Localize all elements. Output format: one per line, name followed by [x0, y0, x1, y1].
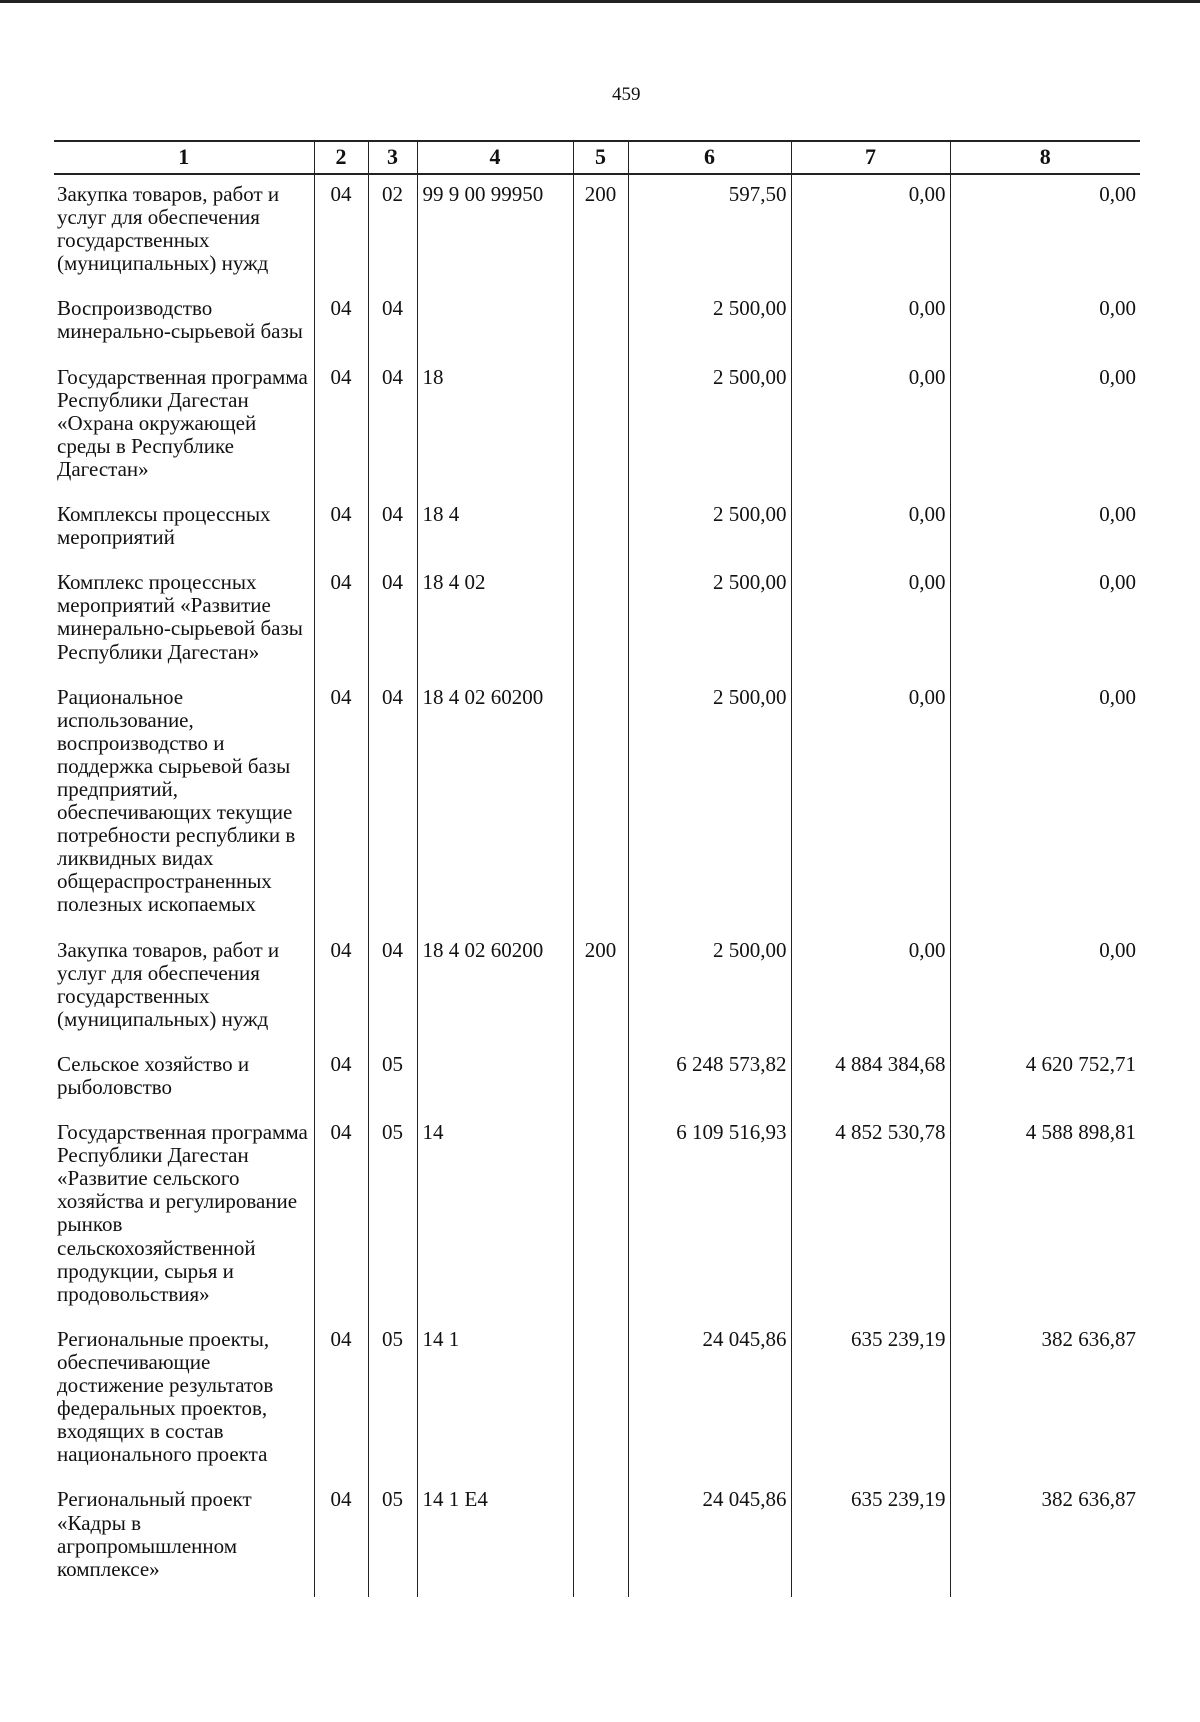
row-amount-2: 0,00: [791, 360, 950, 497]
row-subsection: 05: [368, 1322, 417, 1483]
row-section: 04: [314, 1047, 368, 1115]
row-amount-2: 0,00: [791, 565, 950, 679]
row-expense-type: [573, 291, 628, 359]
row-subsection: 04: [368, 680, 417, 933]
row-amount-2: 0,00: [791, 174, 950, 291]
row-amount-3: 4 620 752,71: [950, 1047, 1140, 1115]
header-col-1: 1: [54, 141, 314, 174]
row-amount-1: 2 500,00: [628, 680, 791, 933]
row-subsection: 05: [368, 1482, 417, 1596]
header-col-6: 6: [628, 141, 791, 174]
row-name: Закупка товаров, работ и услуг для обеспечения государственных (муниципальных) нужд: [57, 937, 280, 1031]
row-target-code: 18 4 02 60200: [417, 933, 573, 1047]
table-body: [54, 174, 1140, 1597]
row-expense-type: 200: [573, 174, 628, 291]
budget-table: [54, 140, 1140, 1597]
row-expense-type: 200: [573, 933, 628, 1047]
row-amount-1: 24 045,86: [628, 1482, 791, 1596]
row-name: Государственная программа Республики Дагестан «Развитие сельского хозяйства и регулирование рынков сельскохозяйственной продукции, сырья и продовольствия»: [57, 1120, 308, 1306]
row-target-code: 18 4 02 60200: [417, 680, 573, 933]
table-row: [54, 291, 1140, 359]
row-amount-1: 6 248 573,82: [628, 1047, 791, 1115]
row-name: Комплекс процессных мероприятий «Развитие минерально-сырьевой базы Республики Дагестан»: [57, 570, 303, 664]
header-col-5: 5: [573, 141, 628, 174]
row-section: 04: [314, 1322, 368, 1483]
table-row: [54, 1482, 1140, 1596]
row-amount-3: 382 636,87: [950, 1482, 1140, 1596]
row-target-code: 14: [417, 1115, 573, 1322]
row-target-code: [417, 1047, 573, 1115]
row-target-code: 18 4: [417, 497, 573, 565]
row-section: 04: [314, 933, 368, 1047]
row-amount-2: 0,00: [791, 497, 950, 565]
row-amount-3: 382 636,87: [950, 1322, 1140, 1483]
header-col-4: 4: [417, 141, 573, 174]
row-subsection: 04: [368, 497, 417, 565]
table-row: [54, 1115, 1140, 1322]
row-amount-1: 2 500,00: [628, 497, 791, 565]
row-amount-3: 0,00: [950, 933, 1140, 1047]
row-amount-3: 4 588 898,81: [950, 1115, 1140, 1322]
row-amount-1: 2 500,00: [628, 291, 791, 359]
budget-table-wrapper: [54, 140, 1140, 1597]
row-target-code: 14 1 Е4: [417, 1482, 573, 1596]
row-name: Региональный проект «Кадры в агропромышленном комплексе»: [57, 1487, 252, 1581]
row-amount-1: 2 500,00: [628, 360, 791, 497]
table-row: [54, 497, 1140, 565]
top-border-line: [0, 0, 1200, 3]
row-expense-type: [573, 1047, 628, 1115]
page-number: 459: [612, 84, 641, 105]
table-row: [54, 933, 1140, 1047]
row-expense-type: [573, 497, 628, 565]
row-subsection: 02: [368, 174, 417, 291]
row-section: 04: [314, 1482, 368, 1596]
row-amount-2: 0,00: [791, 933, 950, 1047]
row-subsection: 05: [368, 1115, 417, 1322]
row-expense-type: [573, 360, 628, 497]
row-section: 04: [314, 565, 368, 679]
row-amount-2: 4 852 530,78: [791, 1115, 950, 1322]
row-name: Комплексы процессных мероприятий: [57, 502, 271, 550]
row-name: Сельское хозяйство и рыболовство: [57, 1051, 250, 1099]
header-col-8: 8: [950, 141, 1140, 174]
row-section: 04: [314, 360, 368, 497]
row-amount-3: 0,00: [950, 497, 1140, 565]
row-section: 04: [314, 174, 368, 291]
row-amount-3: 0,00: [950, 291, 1140, 359]
row-subsection: 05: [368, 1047, 417, 1115]
row-target-code: 18: [417, 360, 573, 497]
row-target-code: 99 9 00 99950: [417, 174, 573, 291]
row-amount-1: 2 500,00: [628, 565, 791, 679]
row-amount-1: 24 045,86: [628, 1322, 791, 1483]
row-subsection: 04: [368, 933, 417, 1047]
table-header: [54, 141, 1140, 174]
row-amount-2: 635 239,19: [791, 1482, 950, 1596]
row-amount-1: 2 500,00: [628, 933, 791, 1047]
row-subsection: 04: [368, 360, 417, 497]
row-amount-2: 0,00: [791, 291, 950, 359]
row-section: 04: [314, 291, 368, 359]
row-amount-3: 0,00: [950, 565, 1140, 679]
row-amount-3: 0,00: [950, 360, 1140, 497]
row-amount-1: 597,50: [628, 174, 791, 291]
row-expense-type: [573, 1322, 628, 1483]
row-section: 04: [314, 680, 368, 933]
row-section: 04: [314, 497, 368, 565]
table-row: [54, 565, 1140, 679]
table-row: [54, 1322, 1140, 1483]
header-col-7: 7: [791, 141, 950, 174]
row-name: Воспроизводство минерально-сырьевой базы: [57, 296, 303, 344]
row-subsection: 04: [368, 291, 417, 359]
row-expense-type: [573, 680, 628, 933]
row-name: Государственная программа Республики Дагестан «Охрана окружающей среды в Республике Дагестан»: [57, 364, 308, 481]
header-col-3: 3: [368, 141, 417, 174]
row-amount-1: 6 109 516,93: [628, 1115, 791, 1322]
row-amount-2: 4 884 384,68: [791, 1047, 950, 1115]
row-expense-type: [573, 565, 628, 679]
row-section: 04: [314, 1115, 368, 1322]
table-row: [54, 1047, 1140, 1115]
row-target-code: 14 1: [417, 1322, 573, 1483]
row-amount-2: 635 239,19: [791, 1322, 950, 1483]
row-subsection: 04: [368, 565, 417, 679]
row-target-code: 18 4 02: [417, 565, 573, 679]
row-expense-type: [573, 1482, 628, 1596]
header-col-2: 2: [314, 141, 368, 174]
row-amount-2: 0,00: [791, 680, 950, 933]
row-amount-3: 0,00: [950, 680, 1140, 933]
row-expense-type: [573, 1115, 628, 1322]
table-row: [54, 360, 1140, 497]
table-row: [54, 680, 1140, 933]
row-target-code: [417, 291, 573, 359]
row-name: Рациональное использование, воспроизводство и поддержка сырьевой базы предприятий, обеспечивающих текущие потребности республики в ликвидных видах общераспространенных полезных ископаемых: [57, 684, 296, 917]
row-amount-3: 0,00: [950, 174, 1140, 291]
row-name: Закупка товаров, работ и услуг для обеспечения государственных (муниципальных) нужд: [57, 182, 280, 276]
row-name: Региональные проекты, обеспечивающие достижение результатов федеральных проектов, входящих в состав национального проекта: [57, 1326, 274, 1467]
table-row: [54, 174, 1140, 291]
